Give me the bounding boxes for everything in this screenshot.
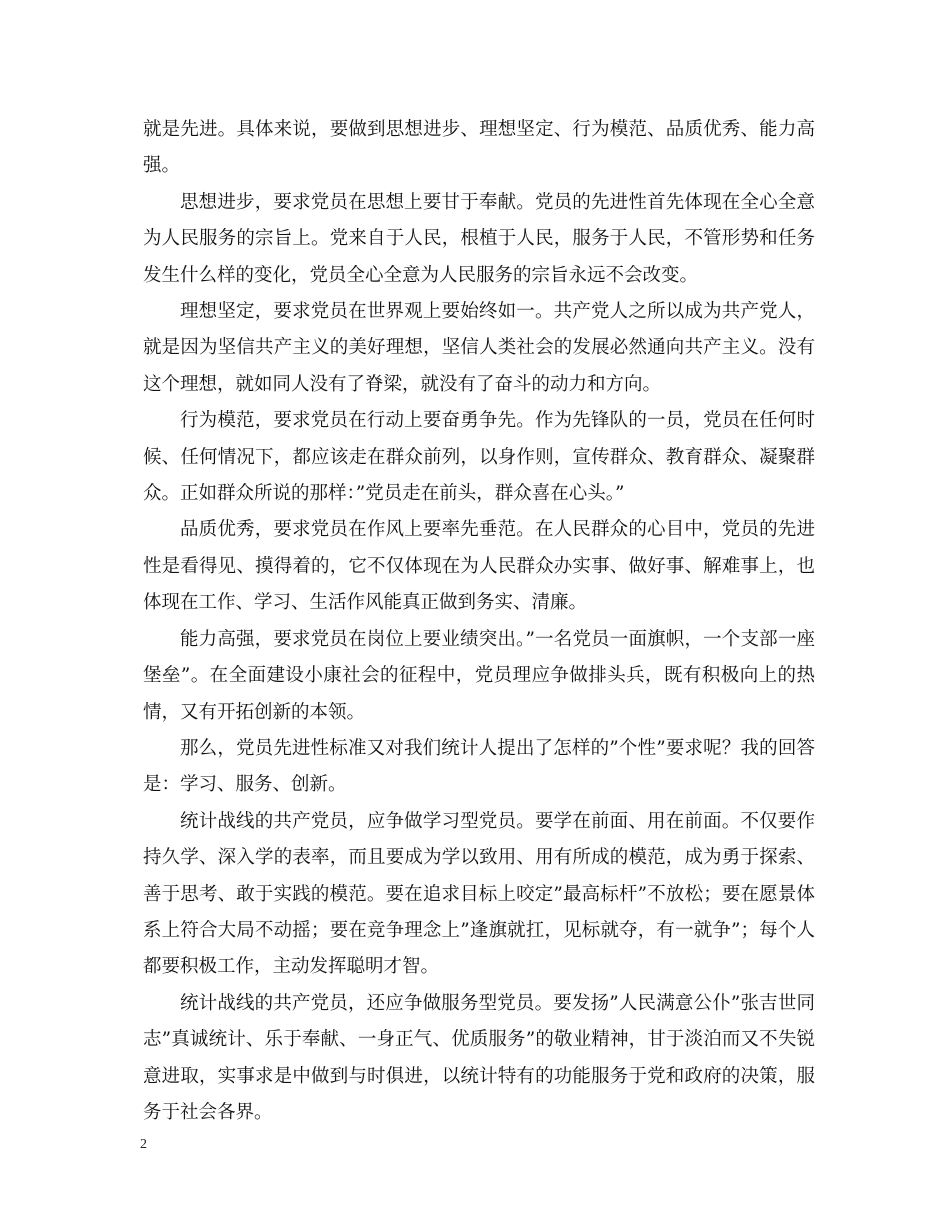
paragraph-9: 统计战线的共产党员，还应争做服务型党员。要发扬”人民满意公仆”张吉世同志”真诚统计、乐于奉献、一身正气、优质服务”的敬业精神，甘于淡泊而又不失锐意进取，实事求是中做到与时俱进，以统计特有的功能服务于党和政府的决策，服务于社会各界。: [143, 992, 815, 1123]
paragraph-2: 思想进步，要求党员在思想上要甘于奉献。党员的先进性首先体现在全心全意为人民服务的宗旨上。党来自于人民，根植于人民，服务于人民，不管形势和任务发生什么样的变化，党员全心全意为人民服务的宗旨永远不会改变。: [143, 191, 815, 286]
paragraph-6: 能力高强，要求党员在岗位上要业绩突出。”一名党员一面旗帜，一个支部一座堡垒”。在全面建设小康社会的征程中，党员理应争做排头兵，既有积极向上的热情，又有开拓创新的本领。: [143, 628, 815, 723]
paragraph-8: 统计战线的共产党员，应争做学习型党员。要学在前面、用在前面。不仅要作持久学、深入学的表率，而且要成为学以致用、用有所成的模范，成为勇于探索、善于思考、敢于实践的模范。要在追求目标上咬定”最高标杆”不放松；要在愿景体系上符合大局不动摇；要在竞争理念上”逢旗就扛，见标就夺，有一就争”；每个人都要积极工作，主动发挥聪明才智。: [143, 810, 815, 978]
paragraph-4: 行为模范，要求党员在行动上要奋勇争先。作为先锋队的一员，党员在任何时候、任何情况下，都应该走在群众前列，以身作则，宣传群众、教育群众、凝聚群众。正如群众所说的那样：”党员走在前头，群众喜在心头。”: [143, 410, 815, 505]
paragraph-7: 那么，党员先进性标准又对我们统计人提出了怎样的”个性”要求呢？我的回答是：学习、服务、创新。: [143, 737, 815, 796]
paragraph-3: 理想坚定，要求党员在世界观上要始终如一。共产党人之所以成为共产党人，就是因为坚信共产主义的美好理想，坚信人类社会的发展必然通向共产主义。没有这个理想，就如同人没有了脊梁，就没有了奋斗的动力和方向。: [143, 301, 815, 395]
document-body: [143, 112, 815, 1131]
paragraph-1: 就是先进。具体来说，要做到思想进步、理想坚定、行为模范、品质优秀、能力高强。: [143, 119, 815, 177]
paragraph-5: 品质优秀，要求党员在作风上要率先垂范。在人民群众的心目中，党员的先进性是看得见、摸得着的，它不仅体现在为人民群众办实事、做好事、解难事上，也体现在工作、学习、生活作风能真正做到务实、清廉。: [143, 519, 815, 614]
page-number: 2: [140, 1137, 147, 1152]
